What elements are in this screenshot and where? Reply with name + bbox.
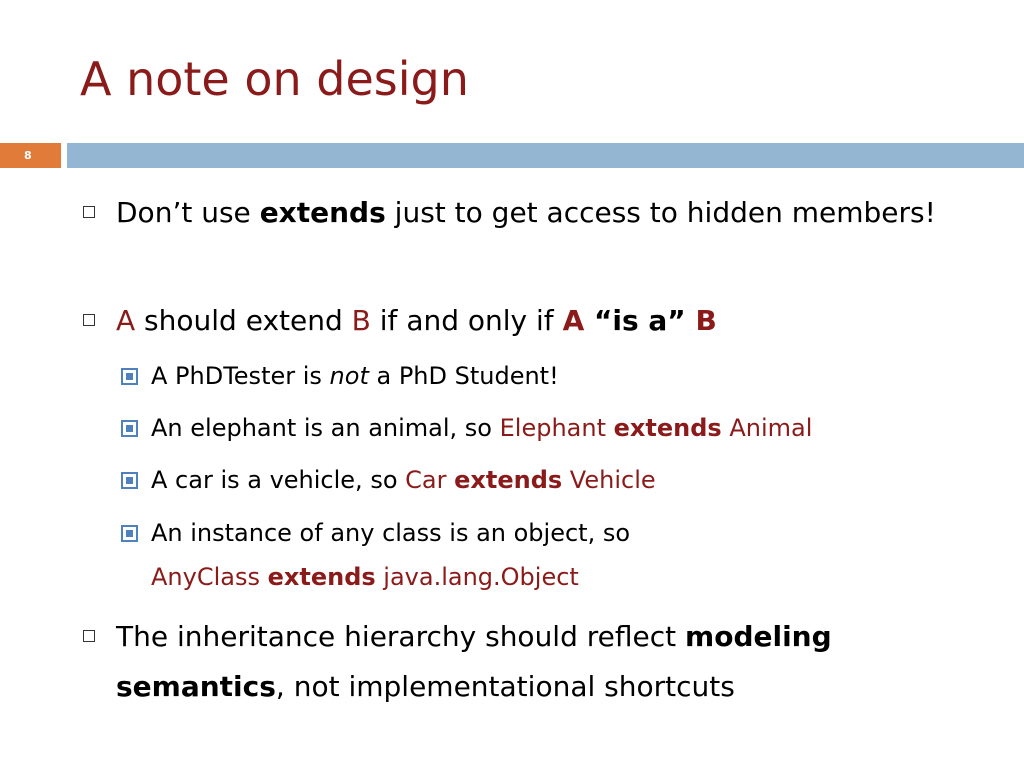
square-bullet-icon (83, 206, 95, 218)
square-bullet-icon (83, 630, 95, 642)
subbullet-phdtester (121, 354, 1011, 398)
bullet-text: A car is a vehicle, so Car extends Vehicle (151, 466, 656, 494)
subbullet-anyclass (121, 511, 1011, 599)
filled-square-bullet-icon (121, 420, 138, 437)
subbullet-elephant (121, 406, 1011, 450)
bullet-text: Don’t use extends just to get access to hidden members! (116, 196, 936, 229)
bullet-text: A PhDTester is not a PhD Student! (151, 362, 559, 390)
filled-square-bullet-icon (121, 368, 138, 385)
bullet-text: The inheritance hierarchy should reflect modeling semantics, not implementational shortcuts (116, 620, 832, 703)
subbullet-car (121, 458, 1011, 502)
bullet-text: An instance of any class is an object, so AnyClass extends java.lang.Object (151, 519, 631, 591)
header-divider-bar (67, 143, 1024, 168)
bullet-is-a-rule (83, 296, 983, 346)
filled-square-bullet-icon (121, 525, 138, 542)
bullet-no-extends-for-access (83, 188, 983, 238)
square-bullet-icon (83, 314, 95, 326)
bullet-text: An elephant is an animal, so Elephant extends Animal (151, 414, 813, 442)
slide-title: A note on design (80, 52, 469, 106)
slide-number: 8 (0, 143, 61, 168)
bullet-modeling-semantics (83, 612, 983, 712)
filled-square-bullet-icon (121, 472, 138, 489)
bullet-text: A should extend B if and only if A “is a” B (116, 304, 717, 337)
